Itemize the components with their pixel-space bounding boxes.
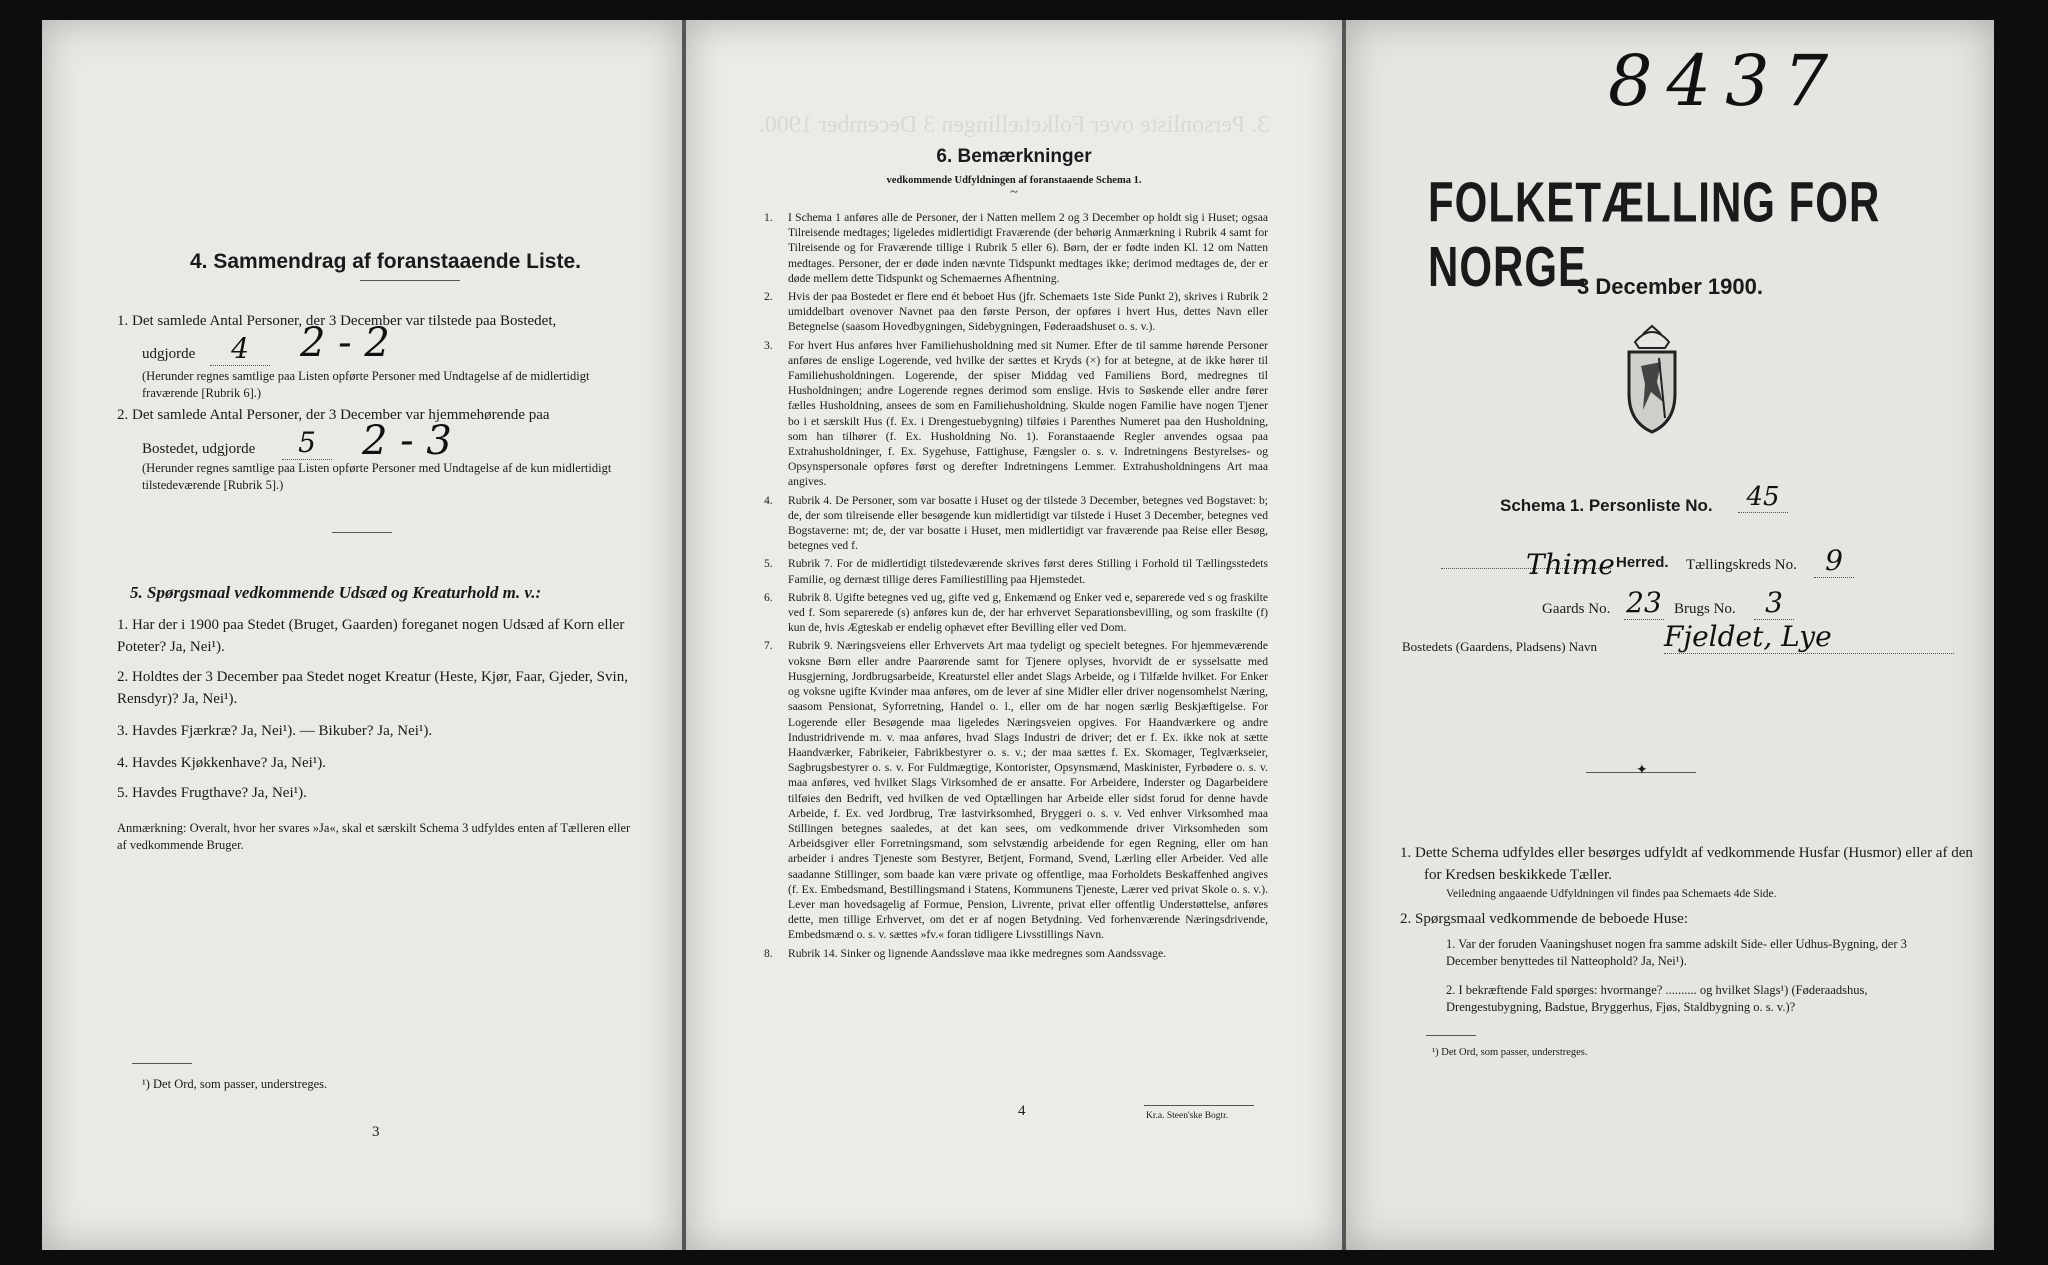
tellingskreds-number: 9 <box>1814 544 1854 578</box>
q2-bostedet-label: Bostedet, udgjorde <box>142 441 256 457</box>
separator <box>332 532 392 533</box>
remark-item-5 <box>764 556 1268 586</box>
q1-text: 1. Det samlede Antal Personer, der 3 December var tilstede paa Bostedet, <box>117 313 557 329</box>
brugs-number: 3 <box>1754 586 1794 620</box>
instruction-1: 1. Dette Schema udfyldes eller besørges udfyldt af vedkommende Husfar (Husmor) eller af den for Kredsen beskikkede Tæller. <box>1400 845 1973 883</box>
remark-item-2 <box>764 289 1268 335</box>
remark-num: 2. <box>764 290 773 304</box>
s5-item-4: 4. Havdes Kjøkkenhave? Ja, Nei¹). <box>117 755 327 771</box>
page-number-left: 3 <box>372 1124 380 1140</box>
footnote-rule <box>132 1063 192 1064</box>
bleed-through-heading: 3. Personliste over Folketællingen 3 December 1900. <box>758 112 1270 138</box>
remark-num: 5. <box>764 557 773 571</box>
remark-item-1 <box>764 210 1268 286</box>
section6-title: 6. Bemærkninger <box>936 146 1092 167</box>
right-page <box>1346 20 1994 1250</box>
main-title: FOLKETÆLLING FOR NORGE <box>1428 170 1881 299</box>
remark-text: Rubrik 4. De Personer, som var bosatte i Huset og der tilstede 3 December, betegnes ved Bogstavet: b; de, der som tilreisende eller besøgende kun midlertidigt var tilstede i Huset 3 December, betegnes ved Bogstaverne: mt; de, der var bosatte i Huset, men midlertidigt var fraværende paa Reise eller Besøg, betegnes ved f. <box>788 493 1268 553</box>
s5-item-2: 2. Holdtes der 3 December paa Stedet noget Kreatur (Heste, Kjør, Faar, Gjeder, Svin, Rensdyr)? Ja, Nei¹). <box>117 669 628 707</box>
remark-num: 6. <box>764 590 773 604</box>
herred-label: Herred. <box>1616 554 1669 571</box>
census-date: 3 December 1900. <box>1577 274 1763 299</box>
middle-page <box>686 20 1342 1250</box>
archive-number: 8437 <box>1608 40 1843 122</box>
herred-handwritten: Thime <box>1526 548 1615 581</box>
q1-handwritten: 2 - 2 <box>300 320 390 366</box>
printer-imprint: Kr.a. Steen'ske Bogtr. <box>1146 1111 1229 1121</box>
remark-text: Rubrik 14. Sinker og lignende Aandssløve maa ikke medregnes som Aandssvage. <box>788 946 1167 960</box>
brugs-label: Brugs No. <box>1674 601 1736 617</box>
s5-item-3: 3. Havdes Fjærkræ? Ja, Nei¹). — Bikuber? Ja, Nei¹). <box>117 723 433 739</box>
instruction-2-1: 1. Var der foruden Vaaningshuset nogen fra samme adskilt Side- eller Udhus-Bygning, der 3 December benyttedes til Natteophold? Ja, Nei¹). <box>1446 937 1907 968</box>
remark-num: 3. <box>764 338 773 352</box>
remark-item-8 <box>764 946 1268 961</box>
footnote-rule-right <box>1426 1035 1476 1036</box>
bosted-label: Bostedets (Gaardens, Pladsens) Navn <box>1402 639 1597 654</box>
page-number-mid: 4 <box>1018 1103 1026 1119</box>
schema-label: Schema 1. Personliste No. <box>1500 496 1713 515</box>
remark-text: I Schema 1 anføres alle de Personer, der i Natten mellem 2 og 3 December op holdt sig i Huset; ogsaa Tilreisende medtages; ligeledes midlertidigt Fraværende (der behørig Anmærkning i Rubrik 4 samt for Tilreisende og for Fraværende tillige i Rubrik 5 eller 6). Børn, der er fødte inden Kl. 12 om Natten medtages. Personer, der er døde inden nævnte Tidspunkt medtages ikke; derimod medtages de, der er døde mellem dette Tidspunkt og Schemaernes Afhentning. <box>788 211 1268 285</box>
norway-coat-of-arms-icon <box>1621 322 1683 436</box>
remark-item-6 <box>764 590 1268 636</box>
remark-item-3 <box>764 338 1268 490</box>
tellingskreds-label: Tællingskreds No. <box>1686 557 1797 573</box>
section4-title: 4. Sammendrag af foranstaaende Liste. <box>190 250 581 273</box>
remark-item-4 <box>764 493 1268 554</box>
ornament-star: ✦ <box>1636 763 1648 778</box>
q2-value: 5 <box>282 426 332 460</box>
footnote: ¹) Det Ord, som passer, understreges. <box>142 1077 328 1091</box>
q1-note: (Herunder regnes samtlige paa Listen opførte Personer med Undtagelse af de midlertidigt fraværende [Rubrik 6].) <box>142 369 590 400</box>
left-page <box>42 20 682 1250</box>
instruction-2: 2. Spørgsmaal vedkommende de beboede Huse: <box>1400 911 1688 927</box>
remark-num: 4. <box>764 493 773 507</box>
remark-num: 1. <box>764 211 773 224</box>
section5-title: 5. Spørgsmaal vedkommende Udsæd og Kreaturhold m. v.: <box>130 583 542 602</box>
remark-text: Hvis der paa Bostedet er flere end ét beboet Hus (jfr. Schemaets 1ste Side Punkt 2), skrives i Rubrik 2 umiddelbart ovenover Navnet paa den første Person, der opføres i hvert Hus, dettes Navn eller Betegnelse (saasom Hovedbygningen, Sidebygningen, Føderaadshuset o. s. v.). <box>788 290 1268 334</box>
remark-text: Rubrik 7. For de midlertidigt tilstedeværende skrives først deres Stilling i Forhold til Tællingsstedets Familie, og dernæst tillige deres Familiestilling paa Hjemstedet. <box>788 557 1268 586</box>
q1-udgjorde-label: udgjorde <box>142 346 196 362</box>
schema-number: 45 <box>1738 482 1788 513</box>
ornament: ~ <box>1010 185 1018 200</box>
s5-item-1: 1. Har der i 1900 paa Stedet (Bruget, Gaarden) foreganet nogen Udsæd af Korn eller Poteter? Ja, Nei¹). <box>117 617 625 655</box>
bosted-name: Fjeldet, Lye <box>1664 620 1954 654</box>
printer-rule <box>1144 1105 1254 1106</box>
footnote-right: ¹) Det Ord, som passer, understreges. <box>1432 1047 1588 1058</box>
remark-text: For hvert Hus anføres hver Familiehusholdning med sit Numer. Efter de til samme hørende Personer anføres de enslige Logerende, ved hvilke der sættes et Kryds (×) for at betegne, at de ikke hører til Familiehusholdningen. Logerende, der spiser Middag ved Familiens Bord, medregnes til Husholdningen; andre Logerende regnes derimod som enslige. Hvis to Søskende eller andre fører fælles Husholdning, ansees de som en Familiehusholdning. Skulde nogen Familie have nogen Tjener bo i et særskilt Hus (f. Ex. i Drengestuebygning) tilføies i Parenthes Numeret paa den Husholdning, som han tilhører (f. Ex. Husholdning No. 1). Foranstaaende Regler anvendes ogsaa paa Extrahusholdninger, f. Ex. Sygehuse, Fattighuse, Fængsler o. s. v. Indretningens Bestyrelses- og Opsynspersonale opføres først og derefter Indretningens Lemmer. Extrahusholdningens Art maa angives. <box>788 338 1268 489</box>
instruction-2-2: 2. I bekræftende Fald spørges: hvormange? .......... og hvilket Slags¹) (Føderaadshus, Drengestubygning, Badstue, Bryggerhus, Fjøs, Staldbygning o. s. v.)? <box>1446 983 1868 1014</box>
q1-value: 4 <box>210 332 270 366</box>
remark-item-7 <box>764 638 1268 942</box>
q2-handwritten: 2 - 3 <box>362 418 452 464</box>
remarks-list <box>764 210 1268 964</box>
instruction-1-sub: Veiledning angaaende Udfyldningen vil findes paa Schemaets 4de Side. <box>1446 888 1777 900</box>
gaards-label: Gaards No. <box>1542 601 1611 617</box>
remark-text: Rubrik 8. Ugifte betegnes ved ug, gifte ved g, Enkemænd og Enker ved e, separerede ved s og fraskilte ved f. Som separerede (s) anføres kun de, der har erhvervet Separationsbevilling, og som fraskilte (f) kun de, hvis Ægteskab er endelig ophævet efter Bevilling eller ved Dom. <box>788 590 1268 635</box>
section6-subtitle: vedkommende Udfyldningen af foranstaaende Schema 1. <box>886 175 1142 186</box>
anmerkning-note: Anmærkning: Overalt, hvor her svares »Ja«, skal et særskilt Schema 3 udfyldes enten af Tælleren eller af vedkommende Bruger. <box>117 821 631 852</box>
q2-text: 2. Det samlede Antal Personer, der 3 December var hjemmehørende paa <box>117 407 550 423</box>
title-underline <box>360 280 460 281</box>
gaards-number: 23 <box>1624 586 1664 620</box>
remark-num: 7. <box>764 639 773 653</box>
s5-item-5: 5. Havdes Frugthave? Ja, Nei¹). <box>117 785 307 801</box>
remark-num: 8. <box>764 946 773 960</box>
remark-text: Rubrik 9. Næringsveiens eller Erhvervets Art maa tydeligt og specielt betegnes. For hjemmeværende voksne Børn eller andre Paarørende samt for Tjenere oplyses, hvorvidt de er sysselsatte med Husgjerning, Jordbrugsarbeide, Kreaturstel eller andet Slags Arbeide, og i Tilfælde hvilket. For Enker og voksne ugifte Kvinder maa anføres, om de lever af sine Midler eller driver nogensomhelst Næring, saasom Pensionat, Syforretning, Handel o. l., eller om de har nogen særlig Beskjæftigelse. For Logerende eller Besøgende maa ligeledes Næringsveien opgives. For Haandværkere og andre Industridrivende m. v. maa anføres, hvad Slags Industri de driver; det er f. Ex. ikke nok at sætte Haandværker, Fabrikeier, Fabrikbestyrer o. s. v.; der maa sættes f. Ex. Skomager, Teglværkseier, Sagbrugsbestyrer o. s. v. For Fuldmægtige, Kontorister, Opsynsmænd, Maskinister, Fyrbødere o. s. v. maa anføres, ved hvilket Slags Virksomhed de er ansatte. For Arbeidere, Inderster og Dagarbeidere tilføies den Bedrift, ved hvilken de ved Optællingen har Arbeide eller sidst forud for denne havde Arbeide, f. Ex. ved Jordbrug, Træ lastvirksomhed, Bryggeri o. s. v. Ved enhver Virksomhed maa Stillingen betegnes saaledes, at det kan sees, om vedkommende driver Virksomheden som Arbeidsgiver eller Forretningsmand, som selvstændig arbeidende for egen Regning, eller om han arbeider i andres Tjeneste som Bestyrer, Betjent, Formand, Svend, Lærling eller Arbeider. Ved alle saadanne Stillinger, som baade kan være private og offentlige, maa Forholdets Beskaffenhed angives (f. Ex. Embedsmand, Bestillingsmand i Statens, Kommunens Tjeneste, Lærer ved privat Skole o. s. v.). Lever man hovedsagelig af Formue, Pension, Livrente, privat eller offentlig Understøttelse, anføres dette, men tillige Erhvervet, om det er af nogen Betydning. Ved forhenværende Næringsdrivende, Embedsmænd o. s. v. sættes »fv.« foran tidligere Livsstillings Navn. <box>788 639 1268 942</box>
q2-note: (Herunder regnes samtlige paa Listen opførte Personer med Undtagelse af de kun midlertidigt tilstedeværende [Rubrik 5].) <box>142 461 612 492</box>
